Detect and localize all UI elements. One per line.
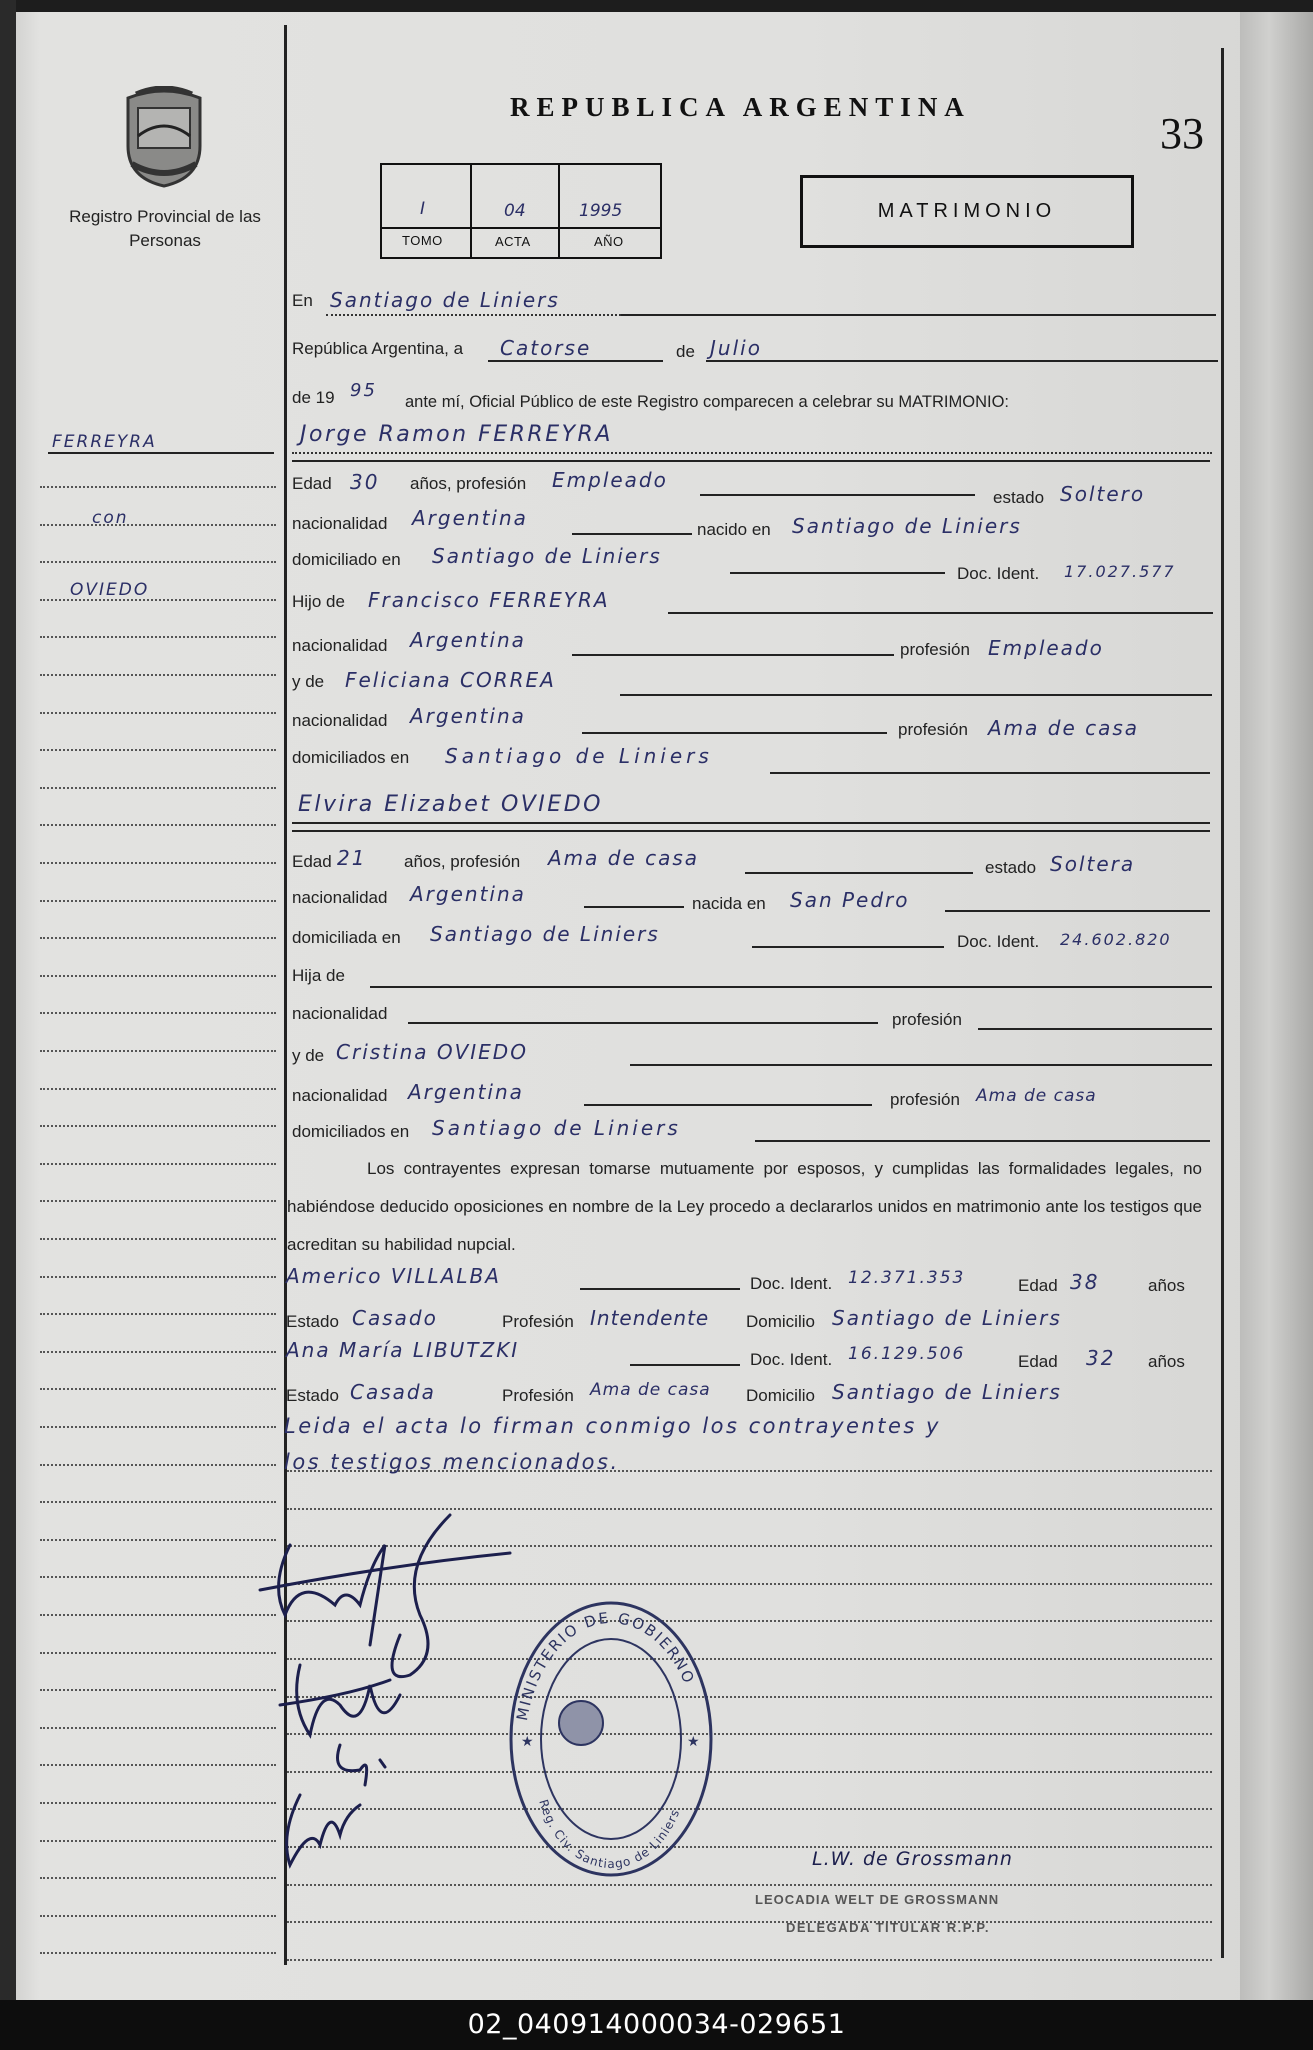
witness1-name: Americo VILLALBA [286,1264,501,1288]
bride-madre-prof-label: profesión [890,1090,960,1109]
margin-rule-line [40,1915,276,1917]
witness1-profesion: Intendente [590,1306,710,1330]
groom-profesion: Empleado [552,468,668,492]
groom-nacido-label: nacido en [697,520,771,539]
page-edge-top [0,0,1313,12]
officer-signature: L.W. de Grossmann [812,1848,1013,1870]
officer-name-stamp: LEOCADIA WELT DE GROSSMANN [755,1892,1000,1907]
page-edge-right [1240,0,1313,2000]
witness1-prof-label: Profesión [502,1312,574,1331]
groom-nac-label: nacionalidad [292,514,388,533]
margin-rule-line [40,1125,276,1127]
bride-doc: 24.602.820 [1060,930,1172,949]
groom-estado-label: estado [993,488,1045,507]
ministry-seal-stamp [505,1598,717,1880]
country-title: REPUBLICA ARGENTINA [510,92,971,122]
scan-identifier: 02_040914000034-029651 [0,2000,1313,2050]
margin-rule-line [40,787,276,789]
svg-text:Reg. Civ. Santiago de Liniers: Reg. Civ. Santiago de Liniers [536,1797,683,1872]
margin-rule-line [40,1464,276,1466]
margin-line [48,452,274,454]
intro-statement: ante mí, Oficial Público de este Registro comparecen a celebrar su MATRIMONIO: [405,393,1010,411]
groom-padres-dom: Santiago de Liniers [445,744,713,768]
signatures-graphic [250,1505,530,1885]
bride-padres-dom: Santiago de Liniers [432,1116,681,1140]
witness2-doc: 16.129.506 [848,1344,966,1364]
bride-prof-label: años, profesión [404,852,521,871]
margin-rule-line [40,1012,276,1014]
witness2-name: Ana María LIBUTZKI [286,1338,520,1362]
witness2-anos-label: años [1148,1352,1185,1371]
page-edge-left [0,0,16,2000]
witness2-edad: 32 [1086,1346,1116,1370]
groom-madre-nac: Argentina [410,704,526,728]
bride-estado-label: estado [985,858,1037,877]
margin-rule-line [40,975,276,977]
groom-edad: 30 [350,470,380,494]
registry-name: Registro Provincial de las Personas [69,207,261,250]
ceremony-day: Catorse [500,336,592,360]
en-label: En [292,291,313,310]
bride-doc-label: Doc. Ident. [957,932,1040,951]
groom-name: Jorge Ramon FERREYRA [300,422,613,447]
bride-yde-label: y de [292,1046,325,1065]
body-rule-line [287,1959,1212,1961]
margin-rule-line [40,1200,276,1202]
witness2-dom-label: Domicilio [746,1386,815,1405]
groom-hijo-label: Hijo de [292,592,345,611]
bride-madre-nac-label: nacionalidad [292,1086,388,1105]
groom-edad-label: Edad [292,474,332,493]
margin-rule-line [40,1689,276,1691]
groom-doc: 17.027.577 [1064,562,1176,581]
margin-rule-line [40,900,276,902]
bride-edad-label: Edad [292,852,332,871]
bride-dom-label: domiciliada en [292,928,401,947]
margin-rule-line [40,862,276,864]
bride-padre-nac-label: nacionalidad [292,1004,388,1023]
margin-rule-line [40,1238,276,1240]
witness2-estado: Casada [350,1380,436,1404]
bride-padres-dom-label: domiciliados en [292,1122,410,1141]
groom-padre: Francisco FERREYRA [368,588,610,612]
page-number: 33 [1160,109,1204,158]
witness1-edad-label: Edad [1018,1276,1058,1295]
witness2-profesion: Ama de casa [590,1380,711,1400]
margin-rule-line [40,561,276,563]
groom-yde-label: y de [292,672,325,691]
margin-surname-1: FERREYRA [52,432,157,452]
margin-rule-line [40,1576,276,1578]
tomo-label: TOMO [402,233,443,248]
margin-rule-line [40,1614,276,1616]
groom-prof-label: años, profesión [410,474,527,493]
ceremony-year: 95 [350,380,377,401]
margin-rule-line [40,1840,276,1842]
de-label: de [676,342,695,361]
bride-madre: Cristina OVIEDO [336,1040,528,1064]
groom-domicilio: Santiago de Liniers [432,544,662,568]
ano-label: AÑO [594,234,624,249]
margin-rule-line [40,1050,276,1052]
acta-label: ACTA [495,234,531,249]
ceremony-place: Santiago de Liniers [330,288,560,312]
svg-text:MINISTERIO DE GOBIERNO: MINISTERIO DE GOBIERNO [513,1608,699,1723]
witness2-prof-label: Profesión [502,1386,574,1405]
svg-text:★: ★ [521,1733,534,1749]
bride-estado: Soltera [1050,852,1136,876]
margin-rule-line [40,1539,276,1541]
bride-domicilio: Santiago de Liniers [430,922,660,946]
margin-rule-line [40,712,276,714]
body-rule-line [287,1921,1212,1923]
bride-padre-prof-label: profesión [892,1010,962,1029]
margin-rule-line [40,1877,276,1879]
groom-madre-nac-label: nacionalidad [292,711,388,730]
groom-madre-prof: Ama de casa [988,716,1140,740]
margin-rule-line [40,1727,276,1729]
margin-rule-line [40,1426,276,1428]
witness2-estado-label: Estado [286,1386,339,1405]
groom-padre-prof-label: profesión [900,640,970,659]
groom-padres-dom-label: domiciliados en [292,748,410,767]
bride-nacionalidad: Argentina [410,882,526,906]
groom-madre-prof-label: profesión [898,720,968,739]
witness1-estado-label: Estado [286,1312,339,1331]
groom-nacido: Santiago de Liniers [792,514,1022,538]
closing-line-1: Leida el acta lo firman conmigo los contrayentes y [284,1414,941,1438]
tomo-value: I [420,199,426,219]
bride-nacida: San Pedro [790,888,910,912]
bride-profesion: Ama de casa [548,846,700,870]
margin-rule-line [40,1652,276,1654]
witness1-edad: 38 [1070,1270,1100,1294]
witness1-domicilio: Santiago de Liniers [832,1306,1062,1330]
witness2-edad-label: Edad [1018,1352,1058,1371]
margin-rule-line [40,1501,276,1503]
witness1-estado: Casado [352,1306,438,1330]
republic-label: República Argentina, a [292,339,464,358]
groom-doc-label: Doc. Ident. [957,564,1040,583]
registry-numbers-box [380,163,662,259]
bride-edad: 21 [337,846,367,870]
margin-surname-2: OVIEDO [70,580,150,600]
witness1-dom-label: Domicilio [746,1312,815,1331]
groom-padre-nac: Argentina [410,628,526,652]
witness1-doc-label: Doc. Ident. [750,1274,833,1293]
closing-line-2: los testigos mencionados. [284,1450,620,1474]
bride-name: Elvira Elizabet OVIEDO [298,792,603,817]
document-type-box: MATRIMONIO [800,175,1134,248]
margin-rule-line [40,1764,276,1766]
witness1-anos-label: años [1148,1276,1185,1295]
bride-madre-prof: Ama de casa [976,1086,1097,1106]
groom-estado: Soltero [1060,482,1146,506]
officer-title-stamp: DELEGADA TITULAR R.P.P. [786,1920,991,1935]
right-border [1221,48,1224,1958]
margin-rule-line [40,824,276,826]
bride-nacida-label: nacida en [692,894,766,913]
ano-value: 1995 [579,201,623,221]
groom-dom-label: domiciliado en [292,550,401,569]
bride-nac-label: nacionalidad [292,888,388,907]
provincial-seal-icon [118,86,210,188]
margin-rule-line [40,1351,276,1353]
groom-nacionalidad: Argentina [412,506,528,530]
bride-hija-label: Hija de [292,966,345,985]
margin-rule-line [40,524,276,526]
margin-rule-line [40,937,276,939]
margin-rule-line [40,1802,276,1804]
groom-madre: Feliciana CORREA [345,668,556,692]
groom-padre-prof: Empleado [988,636,1104,660]
margin-connector: con [92,508,129,528]
margin-rule-line [40,599,276,601]
margin-rule-line [40,1388,276,1390]
declaration-text: Los contrayentes expresan tomarse mutuamente por esposos, y cumplidas las formalidades legales, no habiéndose deducido oposiciones en nombre de la Ley procedo a declararlos unidos en matrimonio ante los testigos que acreditan su habilidad nupcial. [287,1159,1202,1254]
year-prefix: de 19 [292,388,335,407]
margin-rule-line [40,674,276,676]
bride-madre-nac: Argentina [408,1080,524,1104]
svg-text:★: ★ [687,1733,700,1749]
margin-rule-line [40,636,276,638]
witness2-domicilio: Santiago de Liniers [832,1380,1062,1404]
groom-padre-nac-label: nacionalidad [292,636,388,655]
witness1-doc: 12.371.353 [848,1268,966,1288]
margin-rule-line [40,1313,276,1315]
margin-rule-line [40,1952,276,1954]
acta-value: 04 [504,201,526,221]
margin-rule-line [40,1276,276,1278]
margin-rule-line [40,749,276,751]
witness2-doc-label: Doc. Ident. [750,1350,833,1369]
margin-rule-line [40,1163,276,1165]
margin-rule-line [40,1088,276,1090]
margin-rule-line [40,486,276,488]
ceremony-month: Julio [710,336,762,360]
